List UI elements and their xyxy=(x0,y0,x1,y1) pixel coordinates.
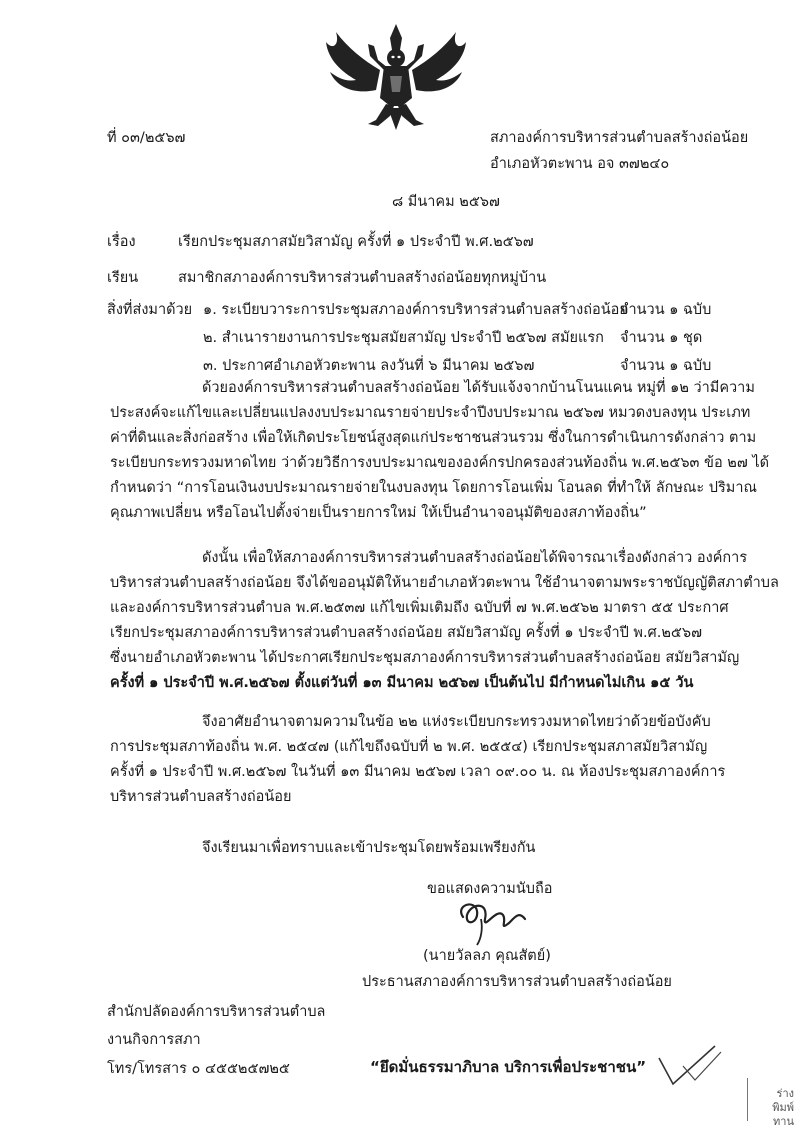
garuda-emblem xyxy=(318,20,474,132)
paragraph-line: เรียกประชุมสภาองค์การบริหารส่วนตำบลสร้างถ่อน้อย สมัยวิสามัญ ครั้งที่ ๑ ประจำปี พ.ศ.๒๕๖๗ xyxy=(110,625,703,641)
enclosure-item: ๓. ประกาศอำเภอหัวตะพาน ลงวันที่ ๖ มีนาคม ๒๕๖๗ xyxy=(203,358,535,374)
paragraph-line: ครั้งที่ ๑ ประจำปี พ.ศ.๒๕๖๗ ในวันที่ ๑๓ มีนาคม ๒๕๖๗ เวลา ๐๙.๐๐ น. ณ ห้องประชุมสภาองค์การ xyxy=(110,764,726,780)
subject-label: เรื่อง xyxy=(107,234,136,250)
footer-office: สำนักปลัดองค์การบริหารส่วนตำบล xyxy=(107,1004,326,1020)
footer-phone: โทร/โทรสาร ๐ ๔๕๕๒๕๗๒๕ xyxy=(107,1061,290,1077)
subject-text: เรียกประชุมสภาสมัยวิสามัญ ครั้งที่ ๑ ประจำปี พ.ศ.๒๕๖๗ xyxy=(178,234,534,250)
checkmark-icon xyxy=(655,1040,725,1090)
paragraph-line: ระเบียบกระทรวงมหาดไทย ว่าด้วยวิธีการงบประมาณขององค์กรปกครองส่วนท้องถิ่น พ.ศ.๒๕๖๓ ข้อ ๒๗ ได้ xyxy=(110,455,770,471)
org-name-line1: สภาองค์การบริหารส่วนตำบลสร้างถ่อน้อย xyxy=(490,130,749,146)
document-number: ที่ ๐๓/๒๕๖๗ xyxy=(107,130,186,146)
paragraph-line: การประชุมสภาท้องถิ่น พ.ศ. ๒๕๔๗ (แก้ไขถึงฉบับที่ ๒ พ.ศ. ๒๕๕๔) เรียกประชุมสภาสมัยวิสามัญ xyxy=(110,739,708,755)
recipient-text: สมาชิกสภาองค์การบริหารส่วนตำบลสร้างถ่อน้อยทุกหมู่บ้าน xyxy=(178,270,547,286)
paragraph-line: ด้วยองค์การบริหารส่วนตำบลสร้างถ่อน้อย ได้รับแจ้งจากบ้านโนนแคน หมู่ที่ ๑๒ ว่ามีความ xyxy=(202,380,755,396)
enclosure-qty: จำนวน ๑ ชุด xyxy=(620,330,703,346)
closing-request: จึงเรียนมาเพื่อทราบและเข้าประชุมโดยพร้อมเพรียงกัน xyxy=(202,840,536,856)
body-paragraph-1 xyxy=(110,376,770,526)
body-paragraph-3 xyxy=(110,710,765,810)
signatory-position: ประธานสภาองค์การบริหารส่วนตำบลสร้างถ่อน้อย xyxy=(362,974,672,990)
paragraph-line: ซึ่งนายอำเภอหัวตะพาน ได้ประกาศเรียกประชุมสภาองค์การบริหารส่วนตำบลสร้างถ่อน้อย สมัยวิสามัญ xyxy=(110,650,740,666)
signatory-name: (นายวัลลภ คุณสัตย์) xyxy=(423,948,551,964)
enclosure-item: ๑. ระเบียบวาระการประชุมสภาองค์การบริหารส่วนตำบลสร้างถ่อน้อย xyxy=(203,302,628,318)
stamp-line: พิมพ์ xyxy=(772,1101,794,1114)
recipient-label: เรียน xyxy=(107,270,139,286)
paragraph-line: ครั้งที่ ๑ ประจำปี พ.ศ.๒๕๖๗ ตั้งแต่วันที่ ๑๓ มีนาคม ๒๕๖๗ เป็นต้นไป มีกำหนดไม่เกิน ๑๕ วัน xyxy=(110,675,694,691)
body-paragraph-2 xyxy=(110,546,779,696)
salutation: ขอแสดงความนับถือ xyxy=(427,881,553,897)
paragraph-line: บริหารส่วนตำบลสร้างถ่อน้อย จึงได้ขออนุมัติให้นายอำเภอหัวตะพาน ใช้อำนาจตามพระราชบัญญัติสภาตำบล xyxy=(110,575,779,591)
enclosure-qty: จำนวน ๑ ฉบับ xyxy=(620,302,712,318)
document-date: ๘ มีนาคม ๒๕๖๗ xyxy=(392,194,500,210)
paragraph-line: และองค์การบริหารส่วนตำบล พ.ศ.๒๕๓๗ แก้ไขเพิ่มเติมถึง ฉบับที่ ๗ พ.ศ.๒๕๖๒ มาตรา ๕๕ ประกาศ xyxy=(110,600,729,616)
stamp-line: ทาน xyxy=(773,1115,794,1128)
paragraph-line: ดังนั้น เพื่อให้สภาองค์การบริหารส่วนตำบลสร้างถ่อน้อยได้พิจารณาเรื่องดังกล่าว องค์การ xyxy=(202,550,748,566)
org-address-line2: อำเภอหัวตะพาน อจ ๓๗๒๔๐ xyxy=(490,156,670,172)
paragraph-line: คุณภาพเปลี่ยน หรือโอนไปตั้งจ่ายเป็นรายการใหม่ ให้เป็นอำนาจอนุมัติของสภาท้องถิ่น” xyxy=(110,505,647,521)
paragraph-line: จึงอาศัยอำนาจตามความในข้อ ๒๒ แห่งระเบียบกระทรวงมหาดไทยว่าด้วยข้อบังคับ xyxy=(202,714,711,730)
footer-section: งานกิจการสภา xyxy=(107,1032,201,1048)
enclosure-item: ๒. สำเนารายงานการประชุมสมัยสามัญ ประจำปี ๒๕๖๗ สมัยแรก xyxy=(203,330,604,346)
enclosure-qty: จำนวน ๑ ฉบับ xyxy=(620,358,712,374)
footer-slogan: “ยึดมั่นธรรมาภิบาล บริการเพื่อประชาชน” xyxy=(370,1058,647,1076)
handwritten-signature xyxy=(445,897,535,947)
paragraph-line: ประสงค์จะแก้ไขและเปลี่ยนแปลงงบประมาณรายจ่ายประจำปีงบประมาณ ๒๕๖๗ หมวดงบลงทุน ประเภท xyxy=(110,405,751,421)
stamp-line: ร่าง xyxy=(776,1087,794,1100)
paragraph-line: ค่าที่ดินและสิ่งก่อสร้าง เพื่อให้เกิดประโยชน์สูงสุดแก่ประชาชนส่วนรวม ซึ่งในการดำเนินการดังกล่าว ตาม xyxy=(110,430,757,446)
enclosures-label: สิ่งที่ส่งมาด้วย xyxy=(107,302,193,318)
paragraph-line: บริหารส่วนตำบลสร้างถ่อน้อย xyxy=(110,789,292,805)
paragraph-line: กำหนดว่า “การโอนเงินงบประมาณรายจ่ายในงบลงทุน โดยการโอนเพิ่ม โอนลด ที่ทำให้ ลักษณะ ปริมาณ xyxy=(110,480,757,496)
draft-stamp xyxy=(747,1078,800,1128)
